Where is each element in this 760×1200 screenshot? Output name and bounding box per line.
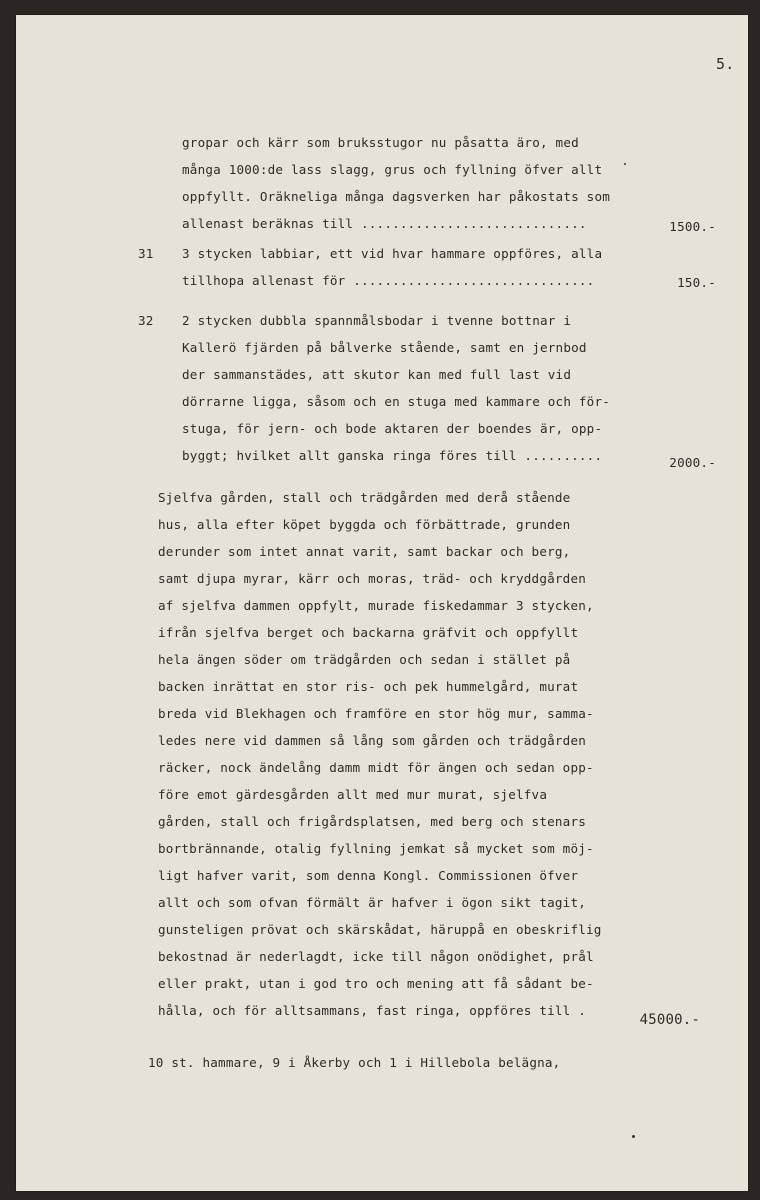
amount: 45000.- (639, 1012, 700, 1028)
text-line: 3 stycken labbiar, ett vid hvar hammare oppföres, alla (182, 246, 603, 261)
text-line: allenast beräknas till ............................. (182, 216, 587, 231)
item-number: 31 (138, 246, 154, 261)
text-line: derunder som intet annat varit, samt backar och berg, (158, 544, 571, 559)
amount: 150.- (677, 275, 716, 290)
text-line: eller prakt, utan i god tro och mening att få sådant be- (158, 976, 594, 991)
text-line: oppfyllt. Oräkneliga många dagsverken har påkostats som (182, 189, 611, 204)
text-line: byggt; hvilket allt ganska ringa föres till .......... (182, 448, 603, 463)
text-line: gunsteligen prövat och skärskådat, häruppå en obeskriflig (158, 922, 602, 937)
text-line: före emot gärdesgården allt med mur murat, sjelfva (158, 787, 548, 802)
text-line: samt djupa myrar, kärr och moras, träd- och kryddgården (158, 571, 587, 586)
text-line: 10 st. hammare, 9 i Åkerby och 1 i Hillebola belägna, (148, 1055, 561, 1070)
document-page (16, 15, 748, 1191)
text-line: stuga, för jern- och bode aktaren der boendes är, opp- (182, 421, 603, 436)
text-line: dörrarne ligga, såsom och en stuga med kammare och för- (182, 394, 611, 409)
text-line: hela ängen söder om trädgården och sedan i stället på (158, 652, 571, 667)
text-line: af sjelfva dammen oppfylt, murade fiskedammar 3 stycken, (158, 598, 594, 613)
text-line: räcker, nock ändelång damm midt för ängen och sedan opp- (158, 760, 594, 775)
text-line: bekostnad är nederlagdt, icke till någon onödighet, prål (158, 949, 594, 964)
page-number: 5. (716, 55, 735, 73)
ink-mark (632, 1135, 635, 1138)
text-line: tillhopa allenast för ............................... (182, 273, 595, 288)
text-line: många 1000:de lass slagg, grus och fyllning öfver allt (182, 162, 603, 177)
text-line: breda vid Blekhagen och framföre en stor hög mur, samma- (158, 706, 594, 721)
text-line: Kallerö fjärden på bålverke stående, samt en jernbod (182, 340, 587, 355)
text-line: hus, alla efter köpet byggda och förbättrade, grunden (158, 517, 571, 532)
text-line: gården, stall och frigårdsplatsen, med berg och stenars (158, 814, 587, 829)
amount: 2000.- (669, 455, 716, 470)
text-line: hålla, och för alltsammans, fast ringa, oppföres till . (158, 1003, 587, 1018)
item-number: 32 (138, 313, 154, 328)
text-line: gropar och kärr som bruksstugor nu påsatta äro, med (182, 135, 579, 150)
text-line: ifrån sjelfva berget och backarna gräfvit och oppfyllt (158, 625, 579, 640)
text-line: ligt hafver varit, som denna Kongl. Commissionen öfver (158, 868, 579, 883)
text-line: bortbrännande, otalig fyllning jemkat så mycket som möj- (158, 841, 594, 856)
ink-mark (624, 163, 626, 165)
amount: 1500.- (669, 219, 716, 234)
text-line: ledes nere vid dammen så lång som gården och trädgården (158, 733, 587, 748)
text-line: Sjelfva gården, stall och trädgården med derå stående (158, 490, 571, 505)
text-line: 2 stycken dubbla spannmålsbodar i tvenne bottnar i (182, 313, 572, 328)
text-line: der sammanstädes, att skutor kan med full last vid (182, 367, 572, 382)
text-line: allt och som ofvan förmält är hafver i ögon sikt tagit, (158, 895, 587, 910)
text-line: backen inrättat en stor ris- och pek hummelgård, murat (158, 679, 579, 694)
